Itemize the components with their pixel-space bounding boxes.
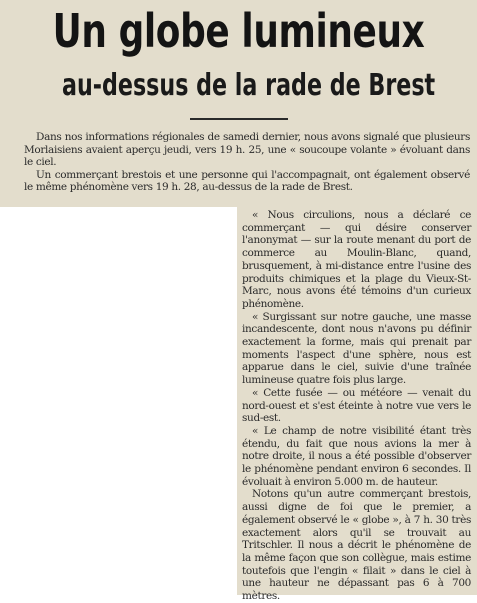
column-paragraph: « Le champ de notre visibilité étant très étendu, du fait que nous avions la mer à notre droite, il nous a été possible d'observer le phénomène pendant environ 6 secondes. Il évoluait à environ 5.000 m. de hauteur. <box>242 424 471 488</box>
column-paragraph: « Surgissant sur notre gauche, une masse incandescente, dont nous n'avons pu définir exactement la forme, mais qui prenait par moments l'aspect d'une sphère, nous est apparue dans le ciel, suivie d'une traînée lumineuse quatre fois plus large. <box>242 310 471 387</box>
column-paragraph: « Cette fusée — ou météore — venait du nord-ouest et s'est éteinte à notre vue vers le sud-est. <box>242 386 471 425</box>
blank-cutout-area <box>0 207 237 595</box>
column-paragraph: Notons qu'un autre commerçant brestois, aussi digne de foi que le premier, a également observé le « globe », à 7 h. 30 très exactement alors qu'il se trouvait au Tritschler. Il nous a décrit le phénomène de la même façon que son collègue, mais estime toutefois que l'engin « filait » dans le ciel à une hauteur ne dépassant pas 6 à 700 mètres. <box>242 488 471 603</box>
headline: Un globe lumineux <box>52 4 425 58</box>
intro-paragraph: Un commerçant brestois et une personne qui l'accompagnait, ont également observé le même phénomène vers 19 h. 28, au-dessus de la rade de Brest. <box>24 168 470 193</box>
headline-divider <box>190 118 288 120</box>
article-column <box>242 209 471 603</box>
column-paragraph: « Nous circulions, nous a déclaré ce commerçant — qui désire conserver l'anonymat — sur la route menant du port de commerce au Moulin-Blanc, quand, brusquement, à mi-distance entre l'usine des produits chimiques et la plage du Vieux-St-Marc, nous avons été témoins d'un curieux phénomène. <box>242 209 471 310</box>
intro-paragraph: Dans nos informations régionales de samedi dernier, nous avons signalé que plusieurs Morlaisiens avaient aperçu jeudi, vers 19 h. 25, une « soucoupe volante » évoluant dans le ciel. <box>24 131 470 168</box>
subheadline: au-dessus de la rade de Brest <box>62 68 436 103</box>
intro-block <box>24 131 470 194</box>
